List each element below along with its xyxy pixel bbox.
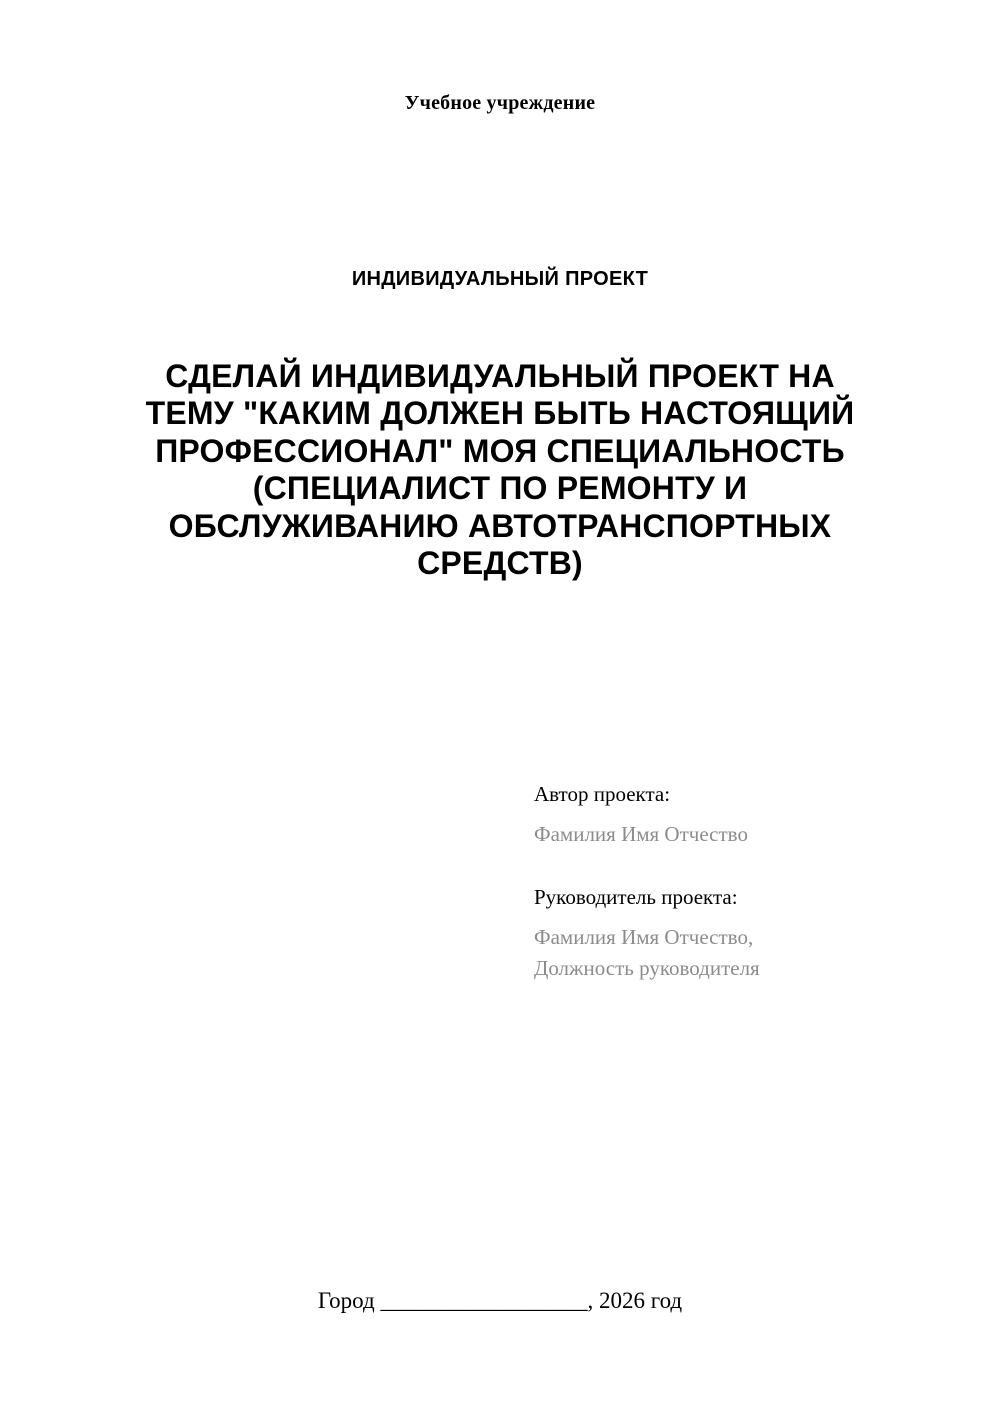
document-type-heading: ИНДИВИДУАЛЬНЫЙ ПРОЕКТ: [351, 268, 649, 290]
supervisor-group: [534, 885, 934, 983]
supervisor-label: Руководитель проекта:: [534, 885, 738, 910]
supervisor-value-line-2: Должность руководителя: [534, 955, 760, 980]
institution-name: Учебное учреждение: [404, 92, 596, 114]
credits-block: [534, 782, 934, 983]
author-label: Автор проекта:: [534, 782, 671, 806]
city-year-footer: Город __________________, 2026 год: [317, 1288, 683, 1313]
author-value: Фамилия Имя Отчество: [534, 822, 748, 846]
supervisor-value-line-1: Фамилия Имя Отчество,: [534, 925, 754, 950]
page-title: СДЕЛАЙ ИНДИВИДУАЛЬНЫЙ ПРОЕКТ НА ТЕМУ "КАКИМ ДОЛЖЕН БЫТЬ НАСТОЯЩИЙ ПРОФЕССИОНАЛ" МОЯ СПЕЦИАЛЬНОСТЬ (СПЕЦИАЛИСТ ПО РЕМОНТУ И ОБСЛУЖИВАНИЮ АВТОТРАНСПОРТНЫХ СРЕДСТВ): [145, 358, 855, 582]
author-group: [534, 782, 934, 849]
